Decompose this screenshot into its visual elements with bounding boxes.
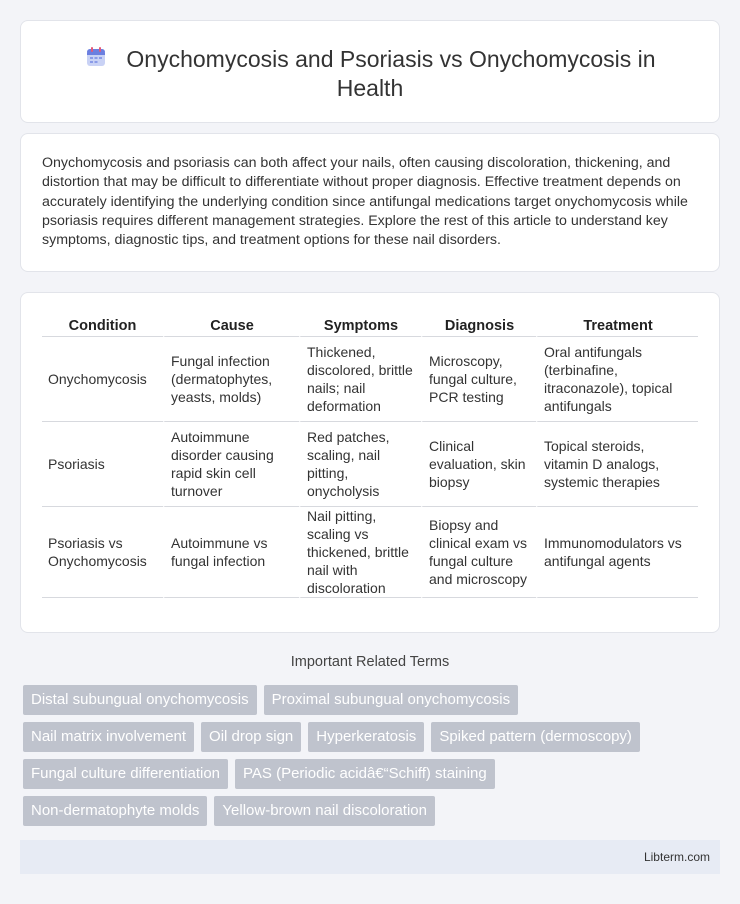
table-cell: Immunomodulators vs antifungal agents — [536, 507, 698, 598]
table-row — [42, 337, 698, 422]
tag-row — [23, 759, 713, 796]
tag-row — [23, 796, 713, 833]
table-row — [42, 422, 698, 507]
table-cell: Red patches, scaling, nail pitting, onycholysis — [299, 422, 421, 507]
related-term-tag[interactable]: Hyperkeratosis — [308, 722, 424, 752]
column-header: Condition — [42, 315, 163, 337]
comparison-table — [42, 315, 698, 598]
table-cell: Autoimmune vs fungal infection — [163, 507, 299, 598]
table-cell: Nail pitting, scaling vs thickened, brittle nail with discoloration — [299, 507, 421, 598]
related-terms-heading: Important Related Terms — [290, 654, 450, 670]
related-term-tag[interactable]: Fungal culture differentiation — [23, 759, 228, 789]
table-cell: Microscopy, fungal culture, PCR testing — [421, 337, 536, 422]
column-header: Diagnosis — [421, 315, 536, 337]
table-cell: Topical steroids, vitamin D analogs, systemic therapies — [536, 422, 698, 507]
footer — [20, 840, 720, 874]
related-term-tag[interactable]: PAS (Periodic acidâ€“Schiff) staining — [235, 759, 495, 789]
intro-card — [20, 133, 720, 272]
table-cell: Psoriasis — [42, 422, 163, 507]
column-header: Cause — [163, 315, 299, 337]
table-cell: Onychomycosis — [42, 337, 163, 422]
table-header-row — [42, 315, 698, 337]
title-card — [20, 20, 720, 123]
page-title-wrap — [61, 45, 679, 103]
tag-row — [23, 722, 713, 759]
related-term-tag[interactable]: Distal subungual onychomycosis — [23, 685, 257, 715]
calendar-icon — [84, 45, 108, 69]
related-term-tag[interactable]: Proximal subungual onychomycosis — [264, 685, 518, 715]
column-header: Symptoms — [299, 315, 421, 337]
table-cell: Clinical evaluation, skin biopsy — [421, 422, 536, 507]
table-cell: Fungal infection (dermatophytes, yeasts, molds) — [163, 337, 299, 422]
table-cell: Oral antifungals (terbinafine, itraconazole), topical antifungals — [536, 337, 698, 422]
related-term-tag[interactable]: Spiked pattern (dermoscopy) — [431, 722, 640, 752]
tag-row — [23, 685, 713, 722]
table-cell: Thickened, discolored, brittle nails; nail deformation — [299, 337, 421, 422]
footer-site-link[interactable]: Libterm.com — [643, 850, 710, 864]
table-cell: Autoimmune disorder causing rapid skin cell turnover — [163, 422, 299, 507]
table-cell: Biopsy and clinical exam vs fungal culture and microscopy — [421, 507, 536, 598]
related-term-tag[interactable]: Oil drop sign — [201, 722, 301, 752]
page-title: Onychomycosis and Psoriasis vs Onychomycosis in Health — [126, 46, 656, 101]
related-term-tag[interactable]: Non-dermatophyte molds — [23, 796, 207, 826]
table-row — [42, 507, 698, 598]
related-terms-list — [23, 685, 713, 833]
column-header: Treatment — [536, 315, 698, 337]
table-cell: Psoriasis vs Onychomycosis — [42, 507, 163, 598]
comparison-table-card — [20, 292, 720, 633]
related-term-tag[interactable]: Nail matrix involvement — [23, 722, 194, 752]
related-term-tag[interactable]: Yellow-brown nail discoloration — [214, 796, 435, 826]
intro-paragraph: Onychomycosis and psoriasis can both affect your nails, often causing discoloration, thickening, and distortion that may be difficult to differentiate without proper diagnosis. Effective treatment depends on accurately identifying the underlying condition since antifungal medications target onychomycosis while psoriasis requires different management strategies. Explore the rest of this article to understand key symptoms, diagnostic tips, and treatment options for these nail disorders. — [42, 155, 688, 249]
